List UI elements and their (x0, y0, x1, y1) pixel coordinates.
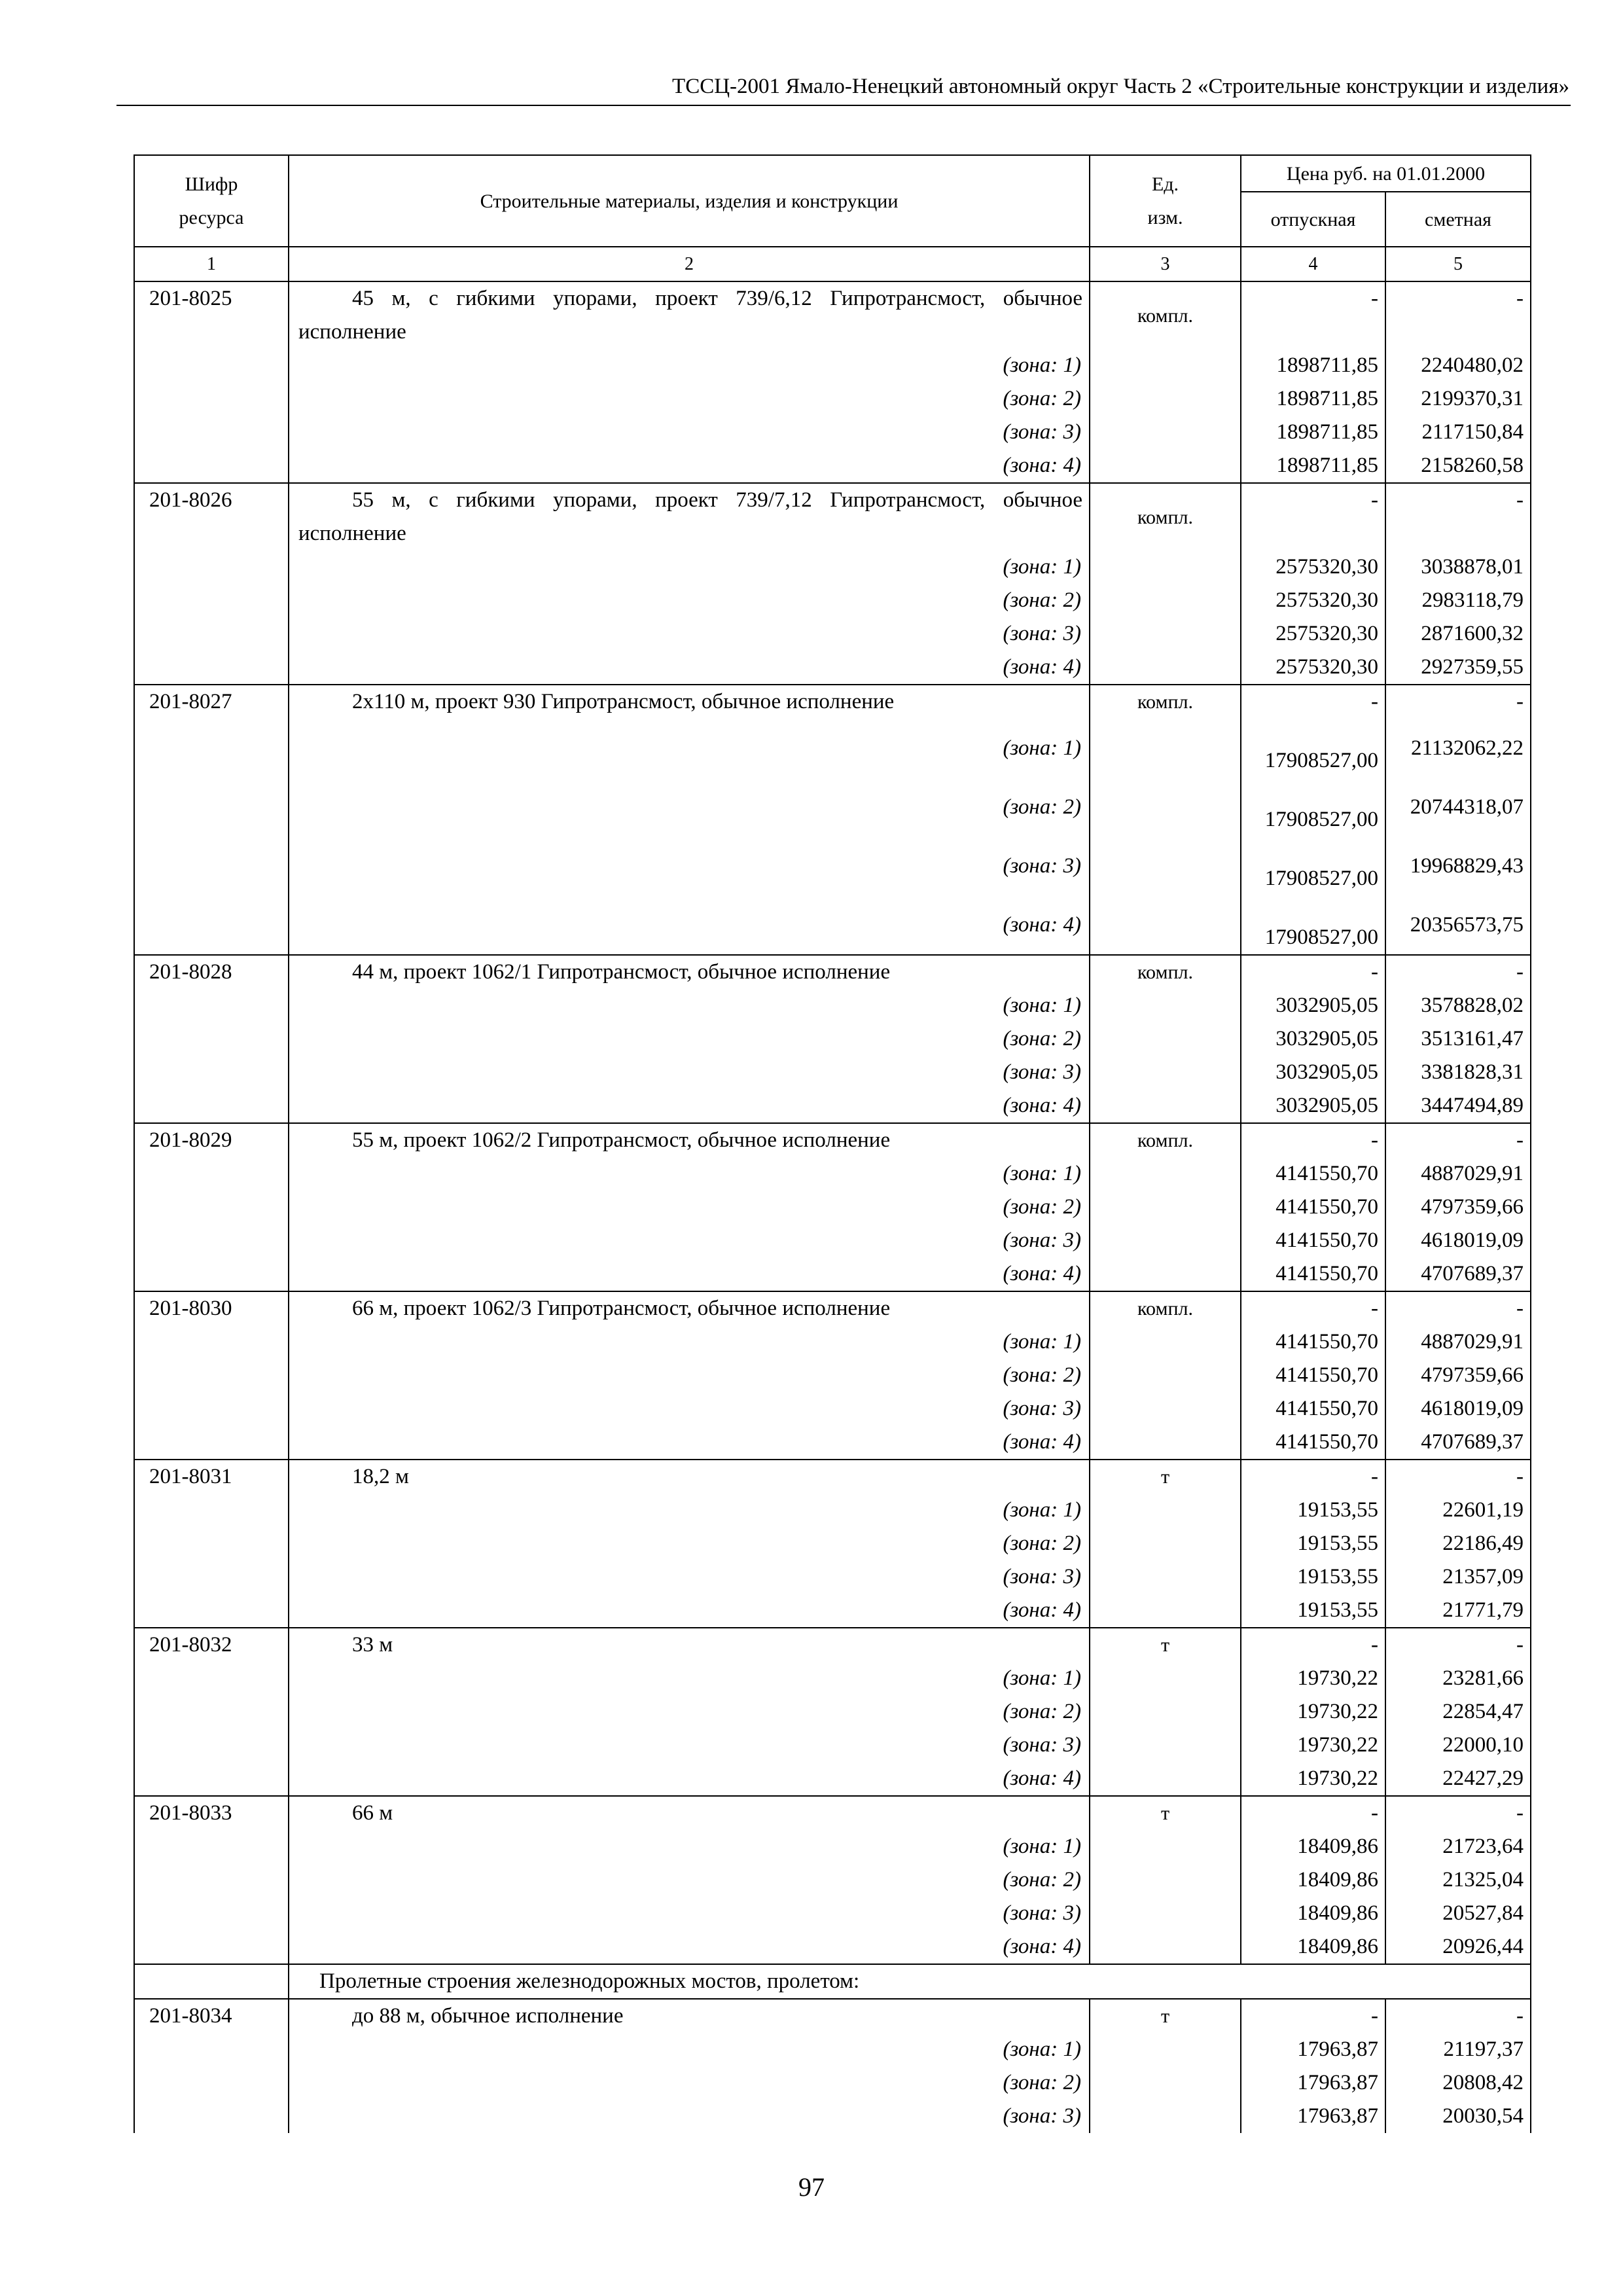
zone-row (134, 1157, 1531, 1191)
zone-release-price: 1898711,85 (1241, 382, 1385, 416)
zone-release-price: 18409,86 (1241, 1830, 1385, 1863)
zone-label: (зона: 1) (289, 989, 1090, 1022)
release-price: - (1241, 1123, 1385, 1157)
zone-row (134, 1257, 1531, 1291)
zone-row (134, 1930, 1531, 1964)
zone-release-price: 4141550,70 (1241, 1392, 1385, 1426)
release-price: - (1241, 1999, 1385, 2033)
estimate-price: - (1385, 1999, 1531, 2033)
estimate-price: - (1385, 955, 1531, 989)
resource-code: 201-8029 (134, 1123, 289, 1157)
zone-release-price: 18409,86 (1241, 1930, 1385, 1964)
zone-release-price: 18409,86 (1241, 1897, 1385, 1930)
zone-estimate-price: 21197,37 (1385, 2033, 1531, 2066)
zone-row (134, 1762, 1531, 1796)
zone-estimate-price: 3038878,01 (1385, 550, 1531, 584)
header-release: отпускная (1241, 192, 1385, 247)
zone-estimate-price: 3578828,02 (1385, 989, 1531, 1022)
section-row (134, 1964, 1531, 1999)
record-group (134, 1999, 1531, 2133)
zone-release-price: 17963,87 (1241, 2066, 1385, 2100)
col-number: 3 (1090, 247, 1241, 281)
zone-row (134, 895, 1531, 955)
record-group (134, 1123, 1531, 1291)
zone-label: (зона: 4) (289, 1089, 1090, 1123)
estimate-price: - (1385, 1796, 1531, 1830)
zone-estimate-price: 23281,66 (1385, 1662, 1531, 1695)
resource-code: 201-8034 (134, 1999, 289, 2033)
zone-label: (зона: 1) (289, 1494, 1090, 1527)
zone-estimate-price: 2117150,84 (1385, 416, 1531, 449)
zone-row (134, 1695, 1531, 1729)
record-group (134, 685, 1531, 955)
zone-label: (зона: 2) (289, 2066, 1090, 2100)
zone-release-price: 19730,22 (1241, 1762, 1385, 1796)
zone-release-price: 4141550,70 (1241, 1224, 1385, 1257)
unit-cell: компл. (1090, 955, 1241, 989)
resource-code: 201-8027 (134, 685, 289, 719)
zone-label: (зона: 1) (289, 2033, 1090, 2066)
release-price: - (1241, 483, 1385, 550)
zone-estimate-price: 20527,84 (1385, 1897, 1531, 1930)
zone-label: (зона: 4) (289, 1762, 1090, 1796)
zone-row (134, 1560, 1531, 1594)
zone-row (134, 1527, 1531, 1560)
zone-label: (зона: 2) (289, 1863, 1090, 1897)
zone-release-price: 4141550,70 (1241, 1191, 1385, 1224)
zone-row (134, 1056, 1531, 1089)
unit-cell: компл. (1090, 1123, 1241, 1157)
zone-label: (зона: 3) (289, 1056, 1090, 1089)
record-group (134, 483, 1531, 685)
zone-estimate-price: 4707689,37 (1385, 1426, 1531, 1460)
table-row (134, 1460, 1531, 1494)
zone-row (134, 416, 1531, 449)
zone-estimate-price: 3513161,47 (1385, 1022, 1531, 1056)
material-name: 44 м, проект 1062/1 Гипротрансмост, обычное исполнение (289, 955, 1090, 989)
table-row (134, 1291, 1531, 1325)
resource-code: 201-8028 (134, 955, 289, 989)
zone-release-price: 19153,55 (1241, 1494, 1385, 1527)
zone-row (134, 550, 1531, 584)
zone-release-price: 19730,22 (1241, 1729, 1385, 1762)
zone-release-price: 3032905,05 (1241, 1089, 1385, 1123)
zone-estimate-price: 22427,29 (1385, 1762, 1531, 1796)
zone-row (134, 719, 1531, 778)
zone-label: (зона: 2) (289, 1191, 1090, 1224)
zone-estimate-price: 4618019,09 (1385, 1392, 1531, 1426)
zone-estimate-price: 4887029,91 (1385, 1157, 1531, 1191)
zone-estimate-price: 21771,79 (1385, 1594, 1531, 1628)
zone-row (134, 1359, 1531, 1392)
zone-row (134, 617, 1531, 651)
zone-label: (зона: 2) (289, 584, 1090, 617)
zone-release-price: 3032905,05 (1241, 1056, 1385, 1089)
zone-estimate-price: 20926,44 (1385, 1930, 1531, 1964)
material-name: 45 м, с гибкими упорами, проект 739/6,12 Гипротрансмост, обычное исполнение (289, 281, 1090, 349)
zone-release-price: 19730,22 (1241, 1695, 1385, 1729)
zone-estimate-price: 22601,19 (1385, 1494, 1531, 1527)
table-row (134, 1123, 1531, 1157)
zone-release-price: 3032905,05 (1241, 1022, 1385, 1056)
zone-row (134, 1662, 1531, 1695)
zone-label: (зона: 4) (289, 895, 1090, 955)
resource-code: 201-8026 (134, 483, 289, 550)
zone-row (134, 1191, 1531, 1224)
zone-release-price: 19730,22 (1241, 1662, 1385, 1695)
zone-row (134, 1594, 1531, 1628)
material-name: 33 м (289, 1628, 1090, 1662)
zone-estimate-price: 2871600,32 (1385, 617, 1531, 651)
zone-release-price: 1898711,85 (1241, 349, 1385, 382)
zone-row (134, 1224, 1531, 1257)
column-numbers-row (134, 247, 1531, 281)
zone-estimate-price: 20808,42 (1385, 2066, 1531, 2100)
zone-release-price: 17908527,00 (1241, 836, 1385, 895)
zone-estimate-price: 2158260,58 (1385, 449, 1531, 483)
zone-label: (зона: 2) (289, 1695, 1090, 1729)
zone-release-price: 3032905,05 (1241, 989, 1385, 1022)
zone-row (134, 1494, 1531, 1527)
material-name: 18,2 м (289, 1460, 1090, 1494)
zone-estimate-price: 21723,64 (1385, 1830, 1531, 1863)
zone-estimate-price: 2199370,31 (1385, 382, 1531, 416)
zone-label: (зона: 3) (289, 1560, 1090, 1594)
zone-label: (зона: 1) (289, 1662, 1090, 1695)
zone-row (134, 1392, 1531, 1426)
zone-estimate-price: 21357,09 (1385, 1560, 1531, 1594)
zone-row (134, 382, 1531, 416)
zone-release-price: 19153,55 (1241, 1560, 1385, 1594)
zone-label: (зона: 1) (289, 349, 1090, 382)
table-row (134, 281, 1531, 349)
zone-label: (зона: 1) (289, 1157, 1090, 1191)
unit-cell: т (1090, 1460, 1241, 1494)
zone-estimate-price: 20030,54 (1385, 2100, 1531, 2133)
zone-label: (зона: 2) (289, 382, 1090, 416)
zone-row (134, 1897, 1531, 1930)
zone-label: (зона: 4) (289, 651, 1090, 685)
zone-release-price: 17908527,00 (1241, 895, 1385, 955)
unit-cell: компл. (1090, 1291, 1241, 1325)
zone-row (134, 651, 1531, 685)
zone-estimate-price: 3447494,89 (1385, 1089, 1531, 1123)
zone-release-price: 4141550,70 (1241, 1157, 1385, 1191)
zone-release-price: 17908527,00 (1241, 778, 1385, 836)
header-rule (116, 105, 1571, 106)
zone-release-price: 4141550,70 (1241, 1325, 1385, 1359)
unit-cell: компл. (1090, 281, 1241, 349)
release-price: - (1241, 1291, 1385, 1325)
col-number: 5 (1385, 247, 1531, 281)
zone-label: (зона: 3) (289, 1392, 1090, 1426)
zone-estimate-price: 22000,10 (1385, 1729, 1531, 1762)
zone-release-price: 2575320,30 (1241, 550, 1385, 584)
record-group (134, 281, 1531, 483)
col-number: 2 (289, 247, 1090, 281)
zone-release-price: 4141550,70 (1241, 1359, 1385, 1392)
page-header: ТССЦ-2001 Ямало-Ненецкий автономный округ Часть 2 «Строительные конструкции и изделия» (672, 75, 1569, 98)
zone-release-price: 2575320,30 (1241, 584, 1385, 617)
estimate-price: - (1385, 483, 1531, 550)
table-row (134, 1628, 1531, 1662)
resource-code: 201-8030 (134, 1291, 289, 1325)
zone-release-price: 17908527,00 (1241, 719, 1385, 778)
zone-label: (зона: 4) (289, 1594, 1090, 1628)
release-price: - (1241, 1796, 1385, 1830)
section-body (134, 1964, 1531, 1999)
zone-estimate-price: 21325,04 (1385, 1863, 1531, 1897)
zone-release-price: 19153,55 (1241, 1594, 1385, 1628)
zone-estimate-price: 21132062,22 (1385, 719, 1531, 778)
zone-estimate-price: 20744318,07 (1385, 778, 1531, 836)
resource-code: 201-8032 (134, 1628, 289, 1662)
material-name: 66 м (289, 1796, 1090, 1830)
zone-release-price: 19153,55 (1241, 1527, 1385, 1560)
material-name: 55 м, проект 1062/2 Гипротрансмост, обычное исполнение (289, 1123, 1090, 1157)
record-group (134, 1291, 1531, 1460)
estimate-price: - (1385, 1123, 1531, 1157)
header-price-group: Цена руб. на 01.01.2000 (1241, 155, 1531, 192)
zone-release-price: 2575320,30 (1241, 617, 1385, 651)
estimate-price: - (1385, 1291, 1531, 1325)
zone-label: (зона: 3) (289, 1729, 1090, 1762)
record-group (134, 955, 1531, 1123)
zone-release-price: 4141550,70 (1241, 1426, 1385, 1460)
zone-release-price: 17963,87 (1241, 2033, 1385, 2066)
zone-label: (зона: 4) (289, 449, 1090, 483)
zone-label: (зона: 2) (289, 1022, 1090, 1056)
zone-label: (зона: 3) (289, 1224, 1090, 1257)
zone-estimate-price: 4887029,91 (1385, 1325, 1531, 1359)
zone-row (134, 989, 1531, 1022)
zone-estimate-price: 2240480,02 (1385, 349, 1531, 382)
table-row (134, 1999, 1531, 2033)
zone-estimate-price: 3381828,31 (1385, 1056, 1531, 1089)
zone-estimate-price: 22186,49 (1385, 1527, 1531, 1560)
table-row (134, 955, 1531, 989)
zone-label: (зона: 4) (289, 1257, 1090, 1291)
material-name: 55 м, с гибкими упорами, проект 739/7,12 Гипротрансмост, обычное исполнение (289, 483, 1090, 550)
table-row (134, 1796, 1531, 1830)
table-header (134, 155, 1531, 281)
zone-label: (зона: 2) (289, 778, 1090, 836)
zone-estimate-price: 4707689,37 (1385, 1257, 1531, 1291)
zone-estimate-price: 2927359,55 (1385, 651, 1531, 685)
zone-estimate-price: 19968829,43 (1385, 836, 1531, 895)
zone-row (134, 1863, 1531, 1897)
table-row (134, 685, 1531, 719)
release-price: - (1241, 281, 1385, 349)
zone-release-price: 17963,87 (1241, 2100, 1385, 2133)
zone-release-price: 1898711,85 (1241, 416, 1385, 449)
unit-cell: компл. (1090, 483, 1241, 550)
zone-label: (зона: 3) (289, 617, 1090, 651)
unit-cell: т (1090, 1999, 1241, 2033)
unit-cell: т (1090, 1796, 1241, 1830)
resource-code: 201-8025 (134, 281, 289, 349)
zone-row (134, 1729, 1531, 1762)
header-code: Шифр ресурса (134, 155, 289, 247)
release-price: - (1241, 1460, 1385, 1494)
release-price: - (1241, 955, 1385, 989)
zone-row (134, 778, 1531, 836)
material-name: 66 м, проект 1062/3 Гипротрансмост, обычное исполнение (289, 1291, 1090, 1325)
zone-label: (зона: 1) (289, 550, 1090, 584)
table-row (134, 483, 1531, 550)
zone-label: (зона: 4) (289, 1426, 1090, 1460)
material-name: 2х110 м, проект 930 Гипротрансмост, обычное исполнение (289, 685, 1090, 719)
resource-code: 201-8033 (134, 1796, 289, 1830)
material-name: до 88 м, обычное исполнение (289, 1999, 1090, 2033)
zone-label: (зона: 1) (289, 719, 1090, 778)
zone-row (134, 2100, 1531, 2133)
zone-estimate-price: 20356573,75 (1385, 895, 1531, 955)
zone-label: (зона: 3) (289, 416, 1090, 449)
zone-label: (зона: 3) (289, 836, 1090, 895)
zone-row (134, 836, 1531, 895)
estimate-price: - (1385, 1460, 1531, 1494)
record-group (134, 1628, 1531, 1796)
zone-row (134, 1089, 1531, 1123)
release-price: - (1241, 685, 1385, 719)
estimate-price: - (1385, 281, 1531, 349)
col-number: 1 (134, 247, 289, 281)
section-title: Пролетные строения железнодорожных мостов, пролетом: (289, 1964, 1531, 1999)
zone-label: (зона: 2) (289, 1359, 1090, 1392)
col-number: 4 (1241, 247, 1385, 281)
zone-row (134, 2066, 1531, 2100)
zone-release-price: 1898711,85 (1241, 449, 1385, 483)
zone-label: (зона: 2) (289, 1527, 1090, 1560)
zone-label: (зона: 3) (289, 1897, 1090, 1930)
zone-estimate-price: 4797359,66 (1385, 1191, 1531, 1224)
header-name: Строительные материалы, изделия и конструкции (289, 155, 1090, 247)
zone-release-price: 4141550,70 (1241, 1257, 1385, 1291)
price-table (134, 154, 1531, 2133)
zone-estimate-price: 4618019,09 (1385, 1224, 1531, 1257)
zone-row (134, 2033, 1531, 2066)
zone-row (134, 1022, 1531, 1056)
estimate-price: - (1385, 685, 1531, 719)
zone-row (134, 1325, 1531, 1359)
zone-label: (зона: 1) (289, 1325, 1090, 1359)
header-unit: Ед. изм. (1090, 155, 1241, 247)
zone-row (134, 584, 1531, 617)
resource-code: 201-8031 (134, 1460, 289, 1494)
zone-estimate-price: 4797359,66 (1385, 1359, 1531, 1392)
zone-label: (зона: 1) (289, 1830, 1090, 1863)
zone-row (134, 1426, 1531, 1460)
estimate-price: - (1385, 1628, 1531, 1662)
zone-label: (зона: 3) (289, 2100, 1090, 2133)
zone-row (134, 1830, 1531, 1863)
unit-cell: т (1090, 1628, 1241, 1662)
release-price: - (1241, 1628, 1385, 1662)
header-estimate: сметная (1385, 192, 1531, 247)
zone-release-price: 2575320,30 (1241, 651, 1385, 685)
zone-row (134, 449, 1531, 483)
zone-estimate-price: 22854,47 (1385, 1695, 1531, 1729)
zone-estimate-price: 2983118,79 (1385, 584, 1531, 617)
unit-cell: компл. (1090, 685, 1241, 719)
record-group (134, 1460, 1531, 1628)
zone-label: (зона: 4) (289, 1930, 1090, 1964)
record-group (134, 1796, 1531, 1964)
page-number: 97 (798, 2172, 825, 2202)
zone-row (134, 349, 1531, 382)
zone-release-price: 18409,86 (1241, 1863, 1385, 1897)
